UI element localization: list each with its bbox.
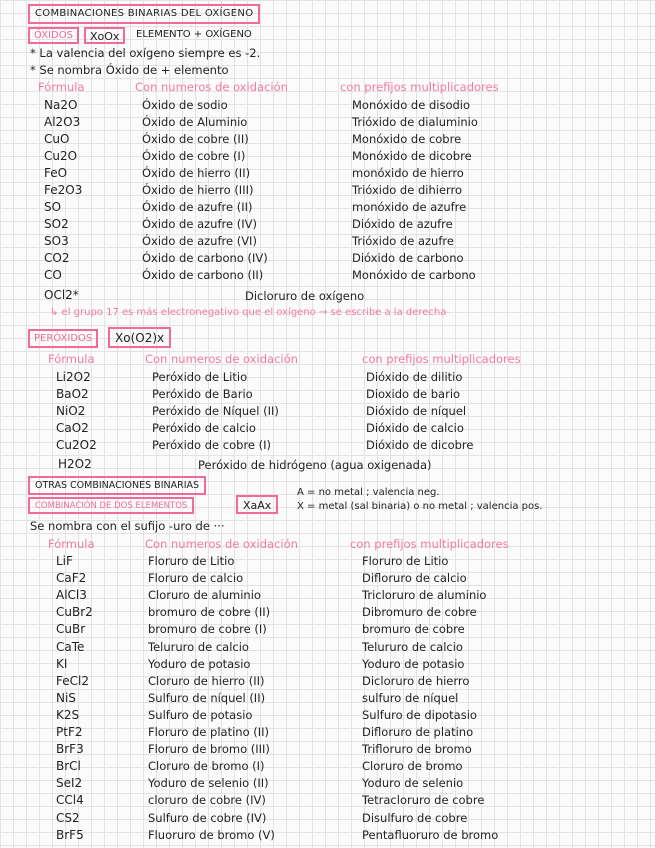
otras-formula-cell: LiF: [56, 554, 73, 568]
peroxidos-formula: Xo(O2)x: [108, 327, 171, 348]
otras-oxidation-name-cell: Cloruro de aluminio: [148, 588, 261, 603]
peroxidos-special-formula: H2O2: [58, 457, 92, 471]
oxidos-oxidation-name-cell: Óxido de Aluminio: [142, 115, 248, 129]
peroxidos-formula-cell: CaO2: [56, 421, 89, 435]
peroxidos-oxidation-name-cell: Peróxido de cobre (I): [152, 438, 272, 452]
otras-oxidation-name-cell: Yoduro de selenio (II): [148, 776, 269, 791]
oxidos-header-prefixes: con prefijos multiplicadores: [340, 80, 499, 94]
otras-prefix-name-cell: sulfuro de níquel: [362, 690, 459, 705]
otras-prefix-name-cell: Yoduro de selenio: [362, 776, 464, 791]
oxidos-formula-cell: Al2O3: [44, 115, 81, 129]
peroxidos-prefix-name-cell: Dióxido de calcio: [366, 421, 464, 435]
oxidos-label: ÓXIDOS: [28, 27, 79, 44]
otras-oxidation-name-cell: Fluoruro de bromo (V): [148, 827, 275, 842]
otras-formula-cell: PtF2: [56, 725, 83, 739]
oxidos-prefix-name-cell: monóxido de azufre: [352, 200, 467, 214]
otras-prefix-name-cell: Disulfuro de cobre: [362, 810, 468, 825]
oxidos-prefix-name-cell: Monóxido de cobre: [352, 132, 462, 146]
otras-oxidation-name-cell: Sulfuro de cobre (IV): [148, 810, 267, 825]
peroxidos-header-oxidation: Con numeros de oxidación: [145, 352, 298, 366]
otras-header-formula: Fórmula: [48, 537, 95, 551]
otras-oxidation-name-cell: Cloruro de hierro (II): [148, 673, 265, 688]
oxidos-special-name: Dicloruro de oxígeno: [245, 289, 365, 303]
otras-prefix-name-cell: Difloruro de calcio: [362, 571, 467, 586]
otras-header-prefixes: con prefijos multiplicadores: [350, 537, 509, 551]
peroxidos-formula-cell: NiO2: [56, 404, 86, 418]
oxidos-formula-cell: CuO: [44, 132, 70, 146]
otras-legend-a: A = no metal ; valencia neg.: [297, 487, 440, 498]
otras-prefix-name-cell: Cloruro de bromo: [362, 759, 463, 774]
otras-prefix-name-cell: Tetracloruro de cobre: [362, 793, 485, 808]
peroxidos-prefix-name-cell: Dióxido de dilitio: [366, 370, 463, 384]
otras-formula-cell: KI: [56, 656, 68, 671]
peroxidos-label: PERÓXIDOS: [28, 329, 98, 348]
otras-prefix-name-cell: Telururo de calcio: [362, 639, 463, 654]
otras-label: OTRAS COMBINACIONES BINARIAS: [28, 476, 206, 495]
otras-prefix-name-cell: Trifloruro de bromo: [362, 742, 472, 757]
oxidos-oxidation-name-cell: Óxido de sodio: [142, 98, 228, 112]
otras-prefix-name-cell: Dibromuro de cobre: [362, 605, 477, 620]
otras-oxidation-name-cell: Floruro de platino (II): [148, 725, 270, 739]
oxidos-prefix-name-cell: Dióxido de carbono: [352, 251, 464, 265]
peroxidos-header-prefixes: con prefijos multiplicadores: [362, 352, 521, 366]
otras-formula-cell: BrF5: [56, 827, 84, 842]
otras-header-oxidation: Con numeros de oxidación: [145, 537, 298, 551]
otras-prefix-name-cell: Dicloruro de hierro: [362, 673, 470, 688]
otras-oxidation-name-cell: Yoduro de potasio: [148, 656, 251, 671]
oxidos-oxidation-name-cell: Óxido de carbono (IV): [142, 251, 268, 265]
otras-oxidation-name-cell: Floruro de calcio: [148, 571, 244, 586]
otras-formula-cell: NiS: [56, 690, 76, 705]
oxidos-prefix-name-cell: Monóxido de disodio: [352, 98, 471, 112]
oxidos-special-formula: OCl2*: [44, 288, 79, 302]
oxidos-prefix-name-cell: Trióxido de dialuminio: [352, 115, 478, 129]
peroxidos-oxidation-name-cell: Peróxido de Bario: [152, 387, 253, 401]
oxidos-formula-cell: CO: [44, 268, 62, 282]
otras-formula-cell: BrF3: [56, 742, 84, 757]
peroxidos-prefix-name-cell: Dióxido de níquel: [366, 404, 467, 418]
oxidos-footnote: ↳ el grupo 17 es más electronegativo que el oxígeno → se escribe a la derecha: [50, 307, 447, 318]
otras-formula-cell: AlCl3: [56, 588, 87, 603]
oxidos-oxidation-name-cell: Óxido de azufre (IV): [142, 217, 257, 231]
otras-formula-cell: BrCl: [56, 759, 81, 774]
otras-prefix-name-cell: Sulfuro de dipotasio: [362, 707, 477, 722]
oxidos-oxidation-name-cell: Óxido de hierro (II): [142, 166, 251, 180]
otras-formula-cell: FeCl2: [56, 673, 89, 688]
peroxidos-oxidation-name-cell: Peróxido de Litio: [152, 370, 248, 384]
oxidos-bullet-1: * La valencia del oxígeno siempre es -2.: [30, 46, 261, 60]
oxidos-prefix-name-cell: Trióxido de dihierro: [352, 183, 463, 197]
otras-oxidation-name-cell: Cloruro de bromo (I): [148, 759, 265, 774]
oxidos-formula-cell: SO2: [44, 217, 69, 231]
peroxidos-special-name: Peróxido de hidrógeno (agua oxigenada): [198, 458, 432, 472]
peroxidos-formula-cell: Cu2O2: [56, 438, 97, 452]
otras-prefix-name-cell: bromuro de cobre: [362, 622, 465, 637]
oxidos-formula-cell: Fe2O3: [44, 183, 83, 197]
otras-sub-label: COMBINACIÓN DE DOS ELEMENTOS: [28, 497, 194, 514]
otras-formula-cell: K2S: [56, 707, 80, 722]
oxidos-prefix-name-cell: monóxido de hierro: [352, 166, 464, 180]
oxidos-formula-cell: CO2: [44, 251, 70, 265]
otras-prefix-name-cell: Pentafluoruro de bromo: [362, 827, 499, 842]
otras-oxidation-name-cell: cloruro de cobre (IV): [148, 793, 266, 808]
otras-formula-cell: SeI2: [56, 776, 83, 791]
oxidos-bullet-2: * Se nombra Óxido de + elemento: [30, 63, 229, 77]
otras-prefix-name-cell: Tricloruro de aluminio: [362, 588, 487, 603]
peroxidos-formula-cell: Li2O2: [56, 370, 91, 384]
oxidos-prefix-name-cell: Trióxido de azufre: [352, 234, 454, 248]
otras-oxidation-name-cell: Floruro de bromo (III): [148, 742, 270, 757]
oxidos-oxidation-name-cell: Óxido de cobre (II): [142, 132, 249, 146]
otras-formula-cell: CaTe: [56, 639, 85, 654]
otras-oxidation-name-cell: bromuro de cobre (I): [148, 622, 267, 637]
oxidos-oxidation-name-cell: Óxido de azufre (II): [142, 200, 253, 214]
oxidos-formula-cell: Cu2O: [44, 149, 78, 163]
peroxidos-prefix-name-cell: Dioxido de bario: [366, 387, 461, 401]
oxidos-oxidation-name-cell: Óxido de cobre (I): [142, 149, 246, 163]
otras-formula-cell: CuBr: [56, 622, 86, 637]
oxidos-formula-cell: SO3: [44, 234, 69, 248]
otras-formula-cell: CaF2: [56, 571, 87, 586]
oxidos-header-formula: Fórmula: [38, 80, 85, 94]
otras-prefix-name-cell: Difloruro de platino: [362, 725, 474, 739]
otras-formula: XaAx: [236, 495, 278, 514]
otras-oxidation-name-cell: Sulfuro de níquel (II): [148, 690, 266, 705]
oxidos-prefix-name-cell: Dióxido de azufre: [352, 217, 453, 231]
oxidos-prefix-name-cell: Monóxido de dicobre: [352, 149, 472, 163]
otras-oxidation-name-cell: Floruro de Litio: [148, 554, 235, 568]
otras-note: Se nombra con el sufijo -uro de ···: [30, 519, 225, 533]
page-title: COMBINACIONES BINARIAS DEL OXÍGENO: [28, 4, 260, 24]
peroxidos-formula-cell: BaO2: [56, 387, 89, 401]
oxidos-note: ELEMENTO + OXÍGENO: [136, 29, 252, 40]
oxidos-header-oxidation: Con numeros de oxidación: [135, 80, 288, 94]
oxidos-formula-cell: Na2O: [44, 98, 78, 112]
peroxidos-prefix-name-cell: Dióxido de dicobre: [366, 438, 474, 452]
otras-formula-cell: CuBr2: [56, 605, 93, 620]
oxidos-formula-cell: FeO: [44, 166, 68, 180]
peroxidos-header-formula: Fórmula: [48, 352, 95, 366]
oxidos-prefix-name-cell: Monóxido de carbono: [352, 268, 476, 282]
otras-oxidation-name-cell: Sulfuro de potasio: [148, 707, 253, 722]
oxidos-oxidation-name-cell: Óxido de hierro (III): [142, 183, 254, 197]
peroxidos-oxidation-name-cell: Peróxido de Níquel (II): [152, 404, 279, 418]
otras-formula-cell: CCl4: [56, 793, 84, 808]
otras-prefix-name-cell: Yoduro de potasio: [362, 656, 465, 671]
otras-oxidation-name-cell: Telururo de calcio: [148, 639, 249, 654]
oxidos-formula: XoOx: [84, 27, 125, 44]
oxidos-formula-cell: SO: [44, 200, 62, 214]
oxidos-oxidation-name-cell: Óxido de azufre (VI): [142, 234, 257, 248]
oxidos-oxidation-name-cell: Óxido de carbono (II): [142, 268, 264, 282]
peroxidos-oxidation-name-cell: Peróxido de calcio: [152, 421, 256, 435]
otras-oxidation-name-cell: bromuro de cobre (II): [148, 605, 271, 620]
otras-prefix-name-cell: Floruro de Litio: [362, 554, 449, 568]
otras-formula-cell: CS2: [56, 810, 80, 825]
otras-legend-x: X = metal (sal binaria) o no metal ; valencia pos.: [297, 501, 543, 512]
